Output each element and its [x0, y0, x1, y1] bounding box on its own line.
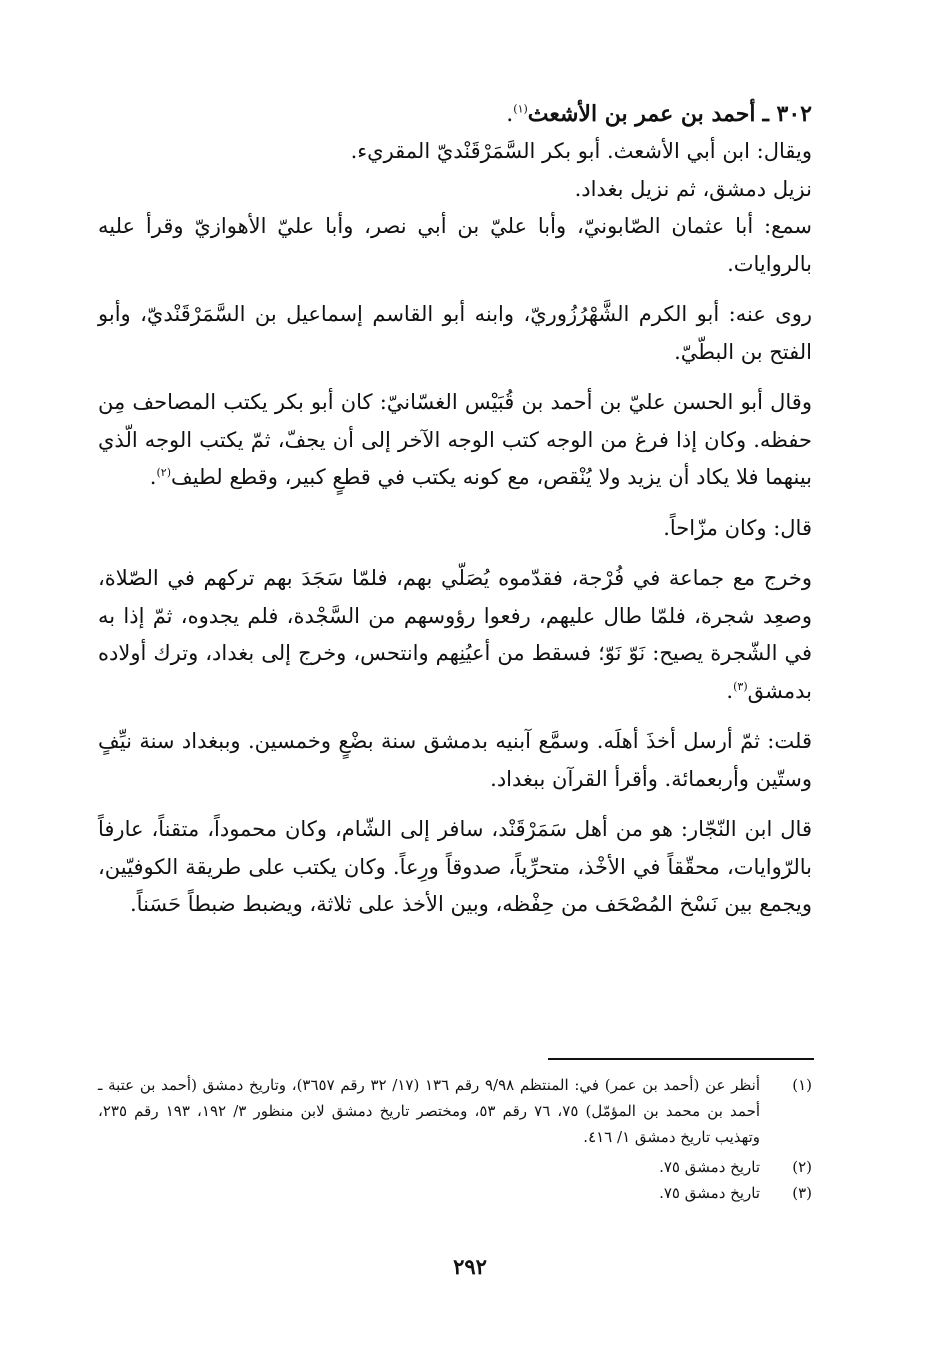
entry-number: ٣٠٢ ـ	[762, 101, 812, 127]
footnote	[98, 1072, 812, 1150]
footnote	[98, 1154, 812, 1180]
footnote-marker: (٢)	[156, 466, 171, 479]
paragraph: نزيل دمشق، ثم نزيل بغداد.	[574, 176, 812, 201]
entry-name: أحمد بن عمر بن الأشعث	[527, 101, 756, 127]
footnote-separator	[548, 1058, 814, 1060]
footnote-text: تاريخ دمشق ٧٥.	[659, 1158, 760, 1176]
footnote-marker: (١)	[513, 102, 528, 116]
paragraph: وخرج مع جماعة في فُرْجة، فقدّموه يُصَلّي بهم، فلمّا سَجَدَ بهم تركهم في الصّلاة، وصعِد شجرة، فلمّا طال عليهم، رفعوا رؤوسهم من السَّجْدة، فلم يجدوه، ثمّ إذا به في الشّجرة يصيح: نَوّ نَوّ؛ فسقط من أعيُنِهم وانتحس، وخرج إلى بغداد، وترك أولاده بدمشق$^{(٣)}$.	[98, 566, 812, 703]
main-text	[98, 96, 812, 924]
paragraph: ويقال: ابن أبي الأشعث. أبو بكر السَّمَرْقَنْديّ المقريء.	[350, 139, 812, 163]
paragraph: قلت: ثمّ أرسل أخذَ أهلَه. وسمَّع آبنيه بدمشق سنة بضْعٍ وخمسين. وببغداد سنة نيِّفٍ وستّين وأربعمائة. وأقرأ القرآن ببغداد.	[98, 729, 812, 791]
paragraph: وقال أبو الحسن عليّ بن أحمد بن قُبَيْس الغسّانيّ: كان أبو بكر يكتب المصاحف مِن حفظه. وكان إذا فرغ من الوجه كتب الوجه الآخر إلى أن يجفّ، ثمّ يكتب الوجه الّذي بينهما فلا يكاد أن يزيد ولا يُنْقص، مع كونه يكتب في قطعٍ كبير، وقطع لطيف$^{(٢)}$.	[98, 390, 812, 489]
paragraph: سمع: أبا عثمان الصّابونيّ، وأبا عليّ بن أبي نصر، وأبا عليّ الأهوازيّ وقرأ عليه بالروايات.	[98, 214, 812, 276]
paragraph: قال: وكان مزّاحاً.	[663, 515, 812, 540]
entry-heading	[98, 96, 812, 133]
footnote-number: (٢)	[792, 1158, 812, 1176]
footnote-text: تاريخ دمشق ٧٥.	[659, 1184, 760, 1202]
page-number: ٢٩٢	[453, 1254, 487, 1279]
footnote-marker: (٣)	[733, 679, 748, 693]
entry-end: .	[506, 102, 514, 127]
footnote-text: أنظر عن (أحمد بن عمر) في: المنتظم ٩/٩٨ رقم ١٣٦ (١٧/ ٣٢ رقم ٣٦٥٧)، وتاريخ دمشق (أحمد بن عتبة ـ أحمد بن محمد بن المؤمّل) ٧٥، ٧٦ رقم ٥٣، ومختصر تاريخ دمشق لابن منظور ٣/ ١٩٢، ١٩٣ رقم ٢٣٥، وتهذيب تاريخ دمشق ١/ ٤١٦.	[98, 1076, 761, 1146]
paragraph: قال ابن النّجّار: هو من أهل سَمَرْقَنْد، سافر إلى الشّام، وكان محموداً، متقناً، عارفاً بالرّوايات، محقّقاً في الأخْذ، متحرِّياً، صدوقاً ورِعاً. وكان يكتب على طريقة الكوفيّين، ويجمع بين نَسْخ المُصْحَف من حِفْظه، وبين الأخذ على ثلاثة، ويضبط ضبطاً حَسَناً.	[98, 817, 812, 916]
footnotes	[98, 1072, 812, 1206]
footnote-number: (٣)	[792, 1184, 812, 1202]
paragraph: روى عنه: أبو الكرم الشَّهْرُزُوريّ، وابنه أبو القاسم إسماعيل بن السَّمَرْقَنْديّ، وأبو الفتح بن البطّيّ.	[98, 302, 813, 364]
footnote	[98, 1180, 812, 1206]
footnote-number: (١)	[792, 1076, 812, 1094]
